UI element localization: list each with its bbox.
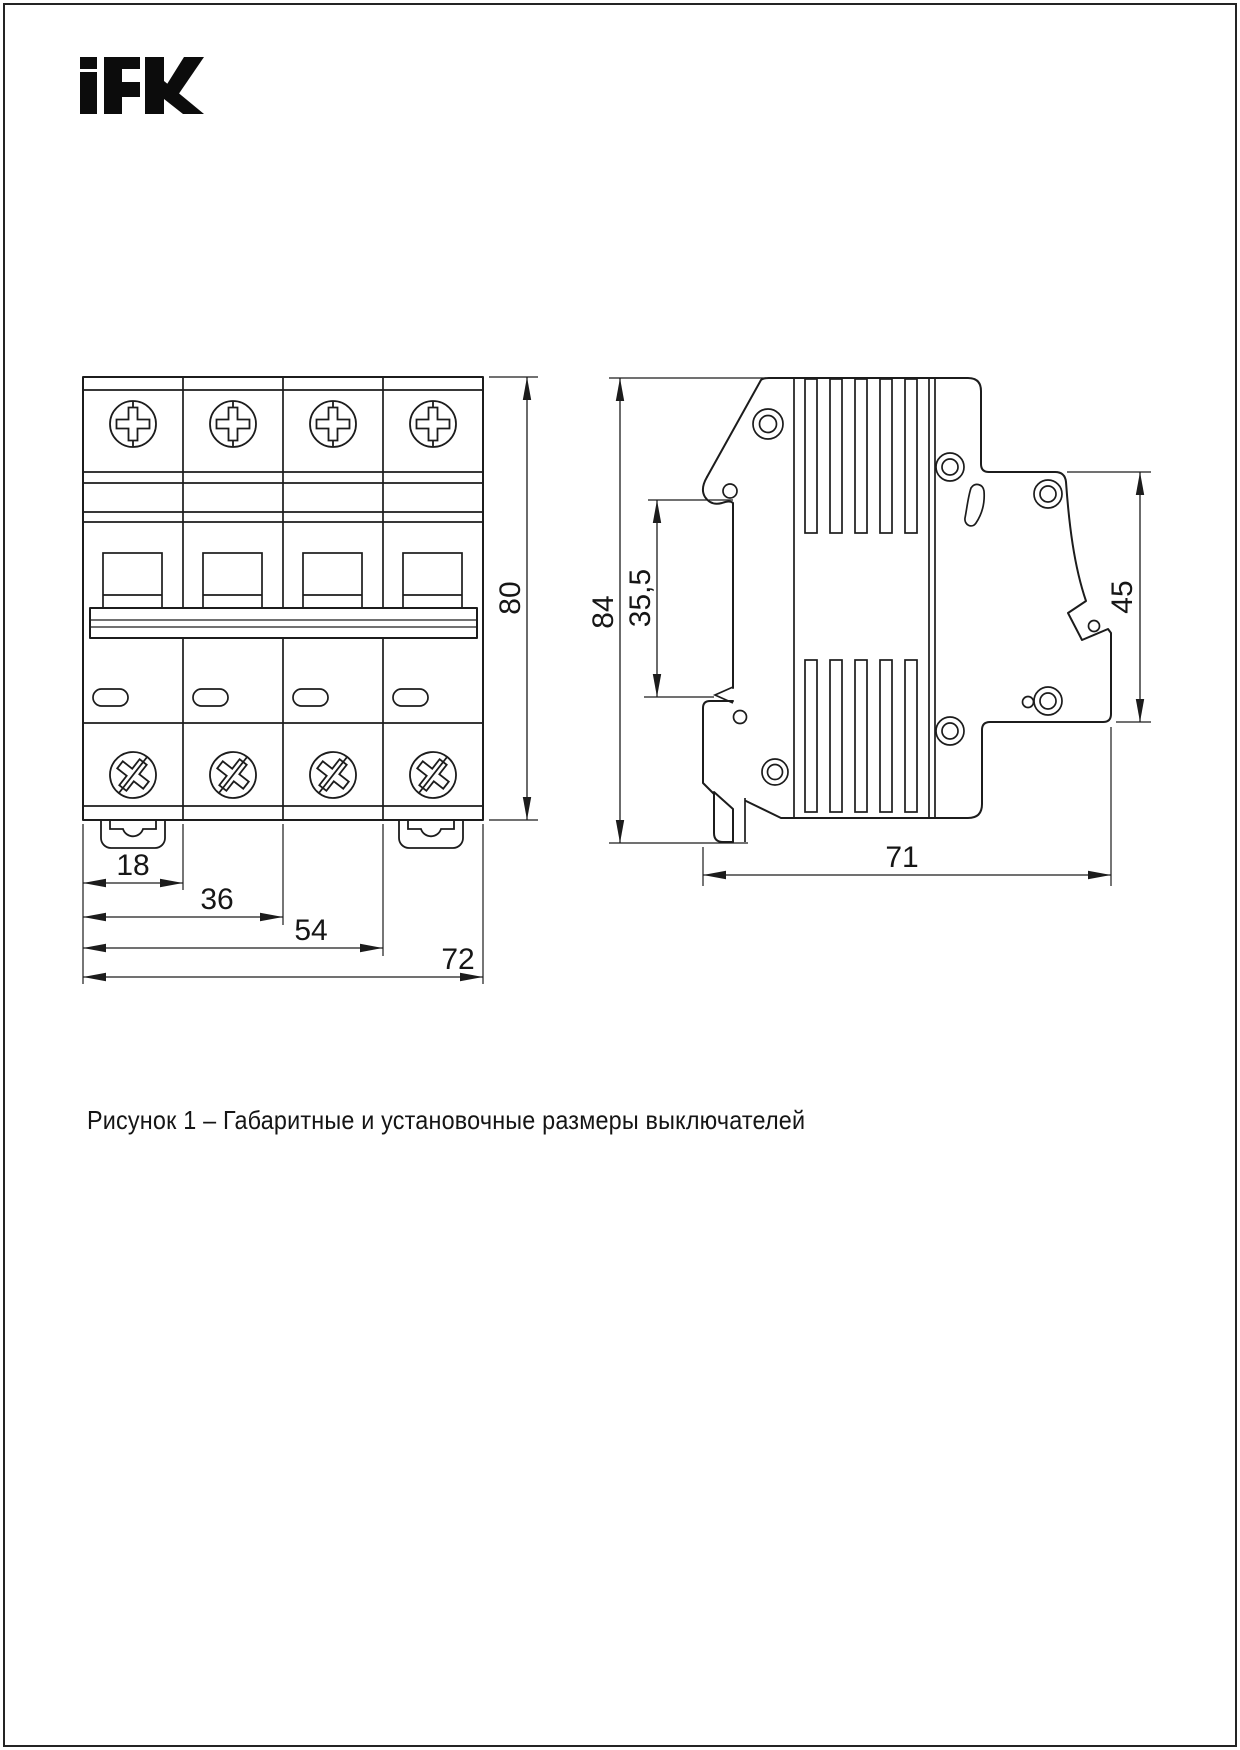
side-view <box>703 378 1111 842</box>
front-view <box>83 377 483 848</box>
screw-icon <box>201 743 266 808</box>
tie-bar <box>90 608 477 638</box>
din-latch <box>703 701 733 842</box>
dimension-35-5 <box>624 500 657 697</box>
front-view-dimensions <box>83 377 538 984</box>
side-view-dimensions <box>587 378 1151 886</box>
screw-icon <box>210 401 256 447</box>
figure-caption: Рисунок 1 – Габаритные и установочные размеры выключателей <box>87 1105 806 1135</box>
dim-label-36: 36 <box>200 883 234 916</box>
extension-lines <box>83 377 538 984</box>
vent-slots-top <box>805 379 917 533</box>
dim-label-35-5: 35,5 <box>624 568 657 628</box>
dim-label-54: 54 <box>294 914 328 947</box>
dimension-80 <box>494 377 527 820</box>
screw-icon <box>110 401 156 447</box>
din-clip <box>101 820 165 848</box>
dim-label-71: 71 <box>885 841 919 874</box>
dimension-54 <box>83 914 383 948</box>
dimension-71 <box>703 841 1111 875</box>
front-face-profile <box>703 477 733 688</box>
dimension-84 <box>587 378 620 843</box>
dim-label-84: 84 <box>587 595 620 629</box>
dimension-18 <box>83 849 183 883</box>
screw-icon <box>301 743 366 808</box>
marking-windows <box>93 689 428 706</box>
screw-icon <box>310 401 356 447</box>
rivet-holes <box>753 409 1062 785</box>
dim-label-45: 45 <box>1106 580 1139 614</box>
side-body-outline <box>707 378 1111 818</box>
screw-icon <box>101 743 166 808</box>
vent-slots-bottom <box>805 660 917 812</box>
module-separators <box>183 377 383 820</box>
dim-label-72: 72 <box>441 943 475 976</box>
dim-label-18: 18 <box>116 849 150 882</box>
din-clip <box>399 820 463 848</box>
case-seam-lines <box>929 378 935 818</box>
screw-icon <box>401 743 466 808</box>
kidney-slot <box>965 484 984 525</box>
dim-label-80: 80 <box>494 581 527 615</box>
screw-icon <box>410 401 456 447</box>
